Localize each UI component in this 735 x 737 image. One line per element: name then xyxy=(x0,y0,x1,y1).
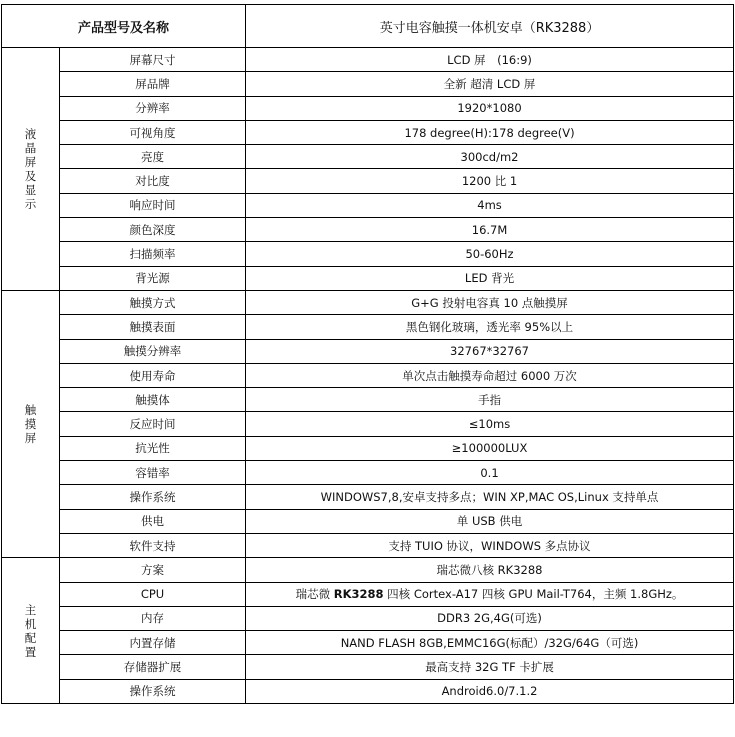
row-label: 触摸方式 xyxy=(60,290,246,314)
row-label: 触摸表面 xyxy=(60,315,246,339)
section-display xyxy=(2,48,60,291)
section-host xyxy=(2,558,60,704)
row-label: 操作系统 xyxy=(60,485,246,509)
spec-table xyxy=(1,4,734,704)
row-label: 可视角度 xyxy=(60,120,246,144)
row-label: 触摸体 xyxy=(60,388,246,412)
row-value: 50-60Hz xyxy=(246,242,734,266)
section-touch xyxy=(2,290,60,557)
row-value: DDR3 2G,4G(可选) xyxy=(246,606,734,630)
row-label: 扫描频率 xyxy=(60,242,246,266)
table-row xyxy=(2,48,734,72)
table-row xyxy=(2,363,734,387)
cpu-value-prefix: 瑞芯微 xyxy=(295,587,334,602)
row-value: LED 背光 xyxy=(246,266,734,290)
section-label: 液晶屏及显示 xyxy=(24,126,37,211)
row-label: CPU xyxy=(60,582,246,606)
row-label: 操作系统 xyxy=(60,679,246,703)
row-label: 对比度 xyxy=(60,169,246,193)
table-row xyxy=(2,412,734,436)
row-value: 瑞芯微八核 RK3288 xyxy=(246,558,734,582)
row-value: WINDOWS7,8,安卓支持多点；WIN XP,MAC OS,Linux 支持单点 xyxy=(246,485,734,509)
row-value: Android6.0/7.1.2 xyxy=(246,679,734,703)
row-label: 方案 xyxy=(60,558,246,582)
table-row xyxy=(2,339,734,363)
table-row xyxy=(2,606,734,630)
table-row xyxy=(2,169,734,193)
row-label: 触摸分辨率 xyxy=(60,339,246,363)
row-value: 单 USB 供电 xyxy=(246,509,734,533)
table-row xyxy=(2,72,734,96)
row-value: 1200 比 1 xyxy=(246,169,734,193)
table-row xyxy=(2,218,734,242)
row-label: 使用寿命 xyxy=(60,363,246,387)
row-value: 手指 xyxy=(246,388,734,412)
row-value: 1920*1080 xyxy=(246,96,734,120)
row-label: 反应时间 xyxy=(60,412,246,436)
table-row xyxy=(2,266,734,290)
table-row xyxy=(2,242,734,266)
table-row xyxy=(2,145,734,169)
table-row xyxy=(2,558,734,582)
row-label: 屏品牌 xyxy=(60,72,246,96)
table-header-row xyxy=(2,5,734,48)
row-value: 16.7M xyxy=(246,218,734,242)
row-value: LCD 屏 (16:9) xyxy=(246,48,734,72)
row-value: ≤10ms xyxy=(246,412,734,436)
row-value: 300cd/m2 xyxy=(246,145,734,169)
row-label: 屏幕尺寸 xyxy=(60,48,246,72)
cpu-chip-name: RK3288 xyxy=(333,587,384,602)
table-row xyxy=(2,96,734,120)
row-value: 单次点击触摸寿命超过 6000 万次 xyxy=(246,363,734,387)
cpu-value-suffix: 四核 Cortex-A17 四核 GPU Mail-T764，主频 1.8GHz。 xyxy=(383,587,684,602)
row-label: 亮度 xyxy=(60,145,246,169)
row-label: 软件支持 xyxy=(60,533,246,557)
row-label: 分辨率 xyxy=(60,96,246,120)
table-row xyxy=(2,509,734,533)
row-value-cpu xyxy=(246,582,734,606)
row-value: 全新 超清 LCD 屏 xyxy=(246,72,734,96)
table-row xyxy=(2,193,734,217)
table-row xyxy=(2,631,734,655)
table-row xyxy=(2,679,734,703)
section-label: 触摸屏 xyxy=(24,403,37,446)
table-row xyxy=(2,436,734,460)
row-label: 内存 xyxy=(60,606,246,630)
row-label: 颜色深度 xyxy=(60,218,246,242)
row-label: 容错率 xyxy=(60,461,246,485)
product-model-value: 英寸电容触摸一体机安卓（RK3288） xyxy=(246,5,734,48)
row-value: 32767*32767 xyxy=(246,339,734,363)
table-row xyxy=(2,655,734,679)
table-row xyxy=(2,582,734,606)
row-value: NAND FLASH 8GB,EMMC16G(标配）/32G/64G（可选) xyxy=(246,631,734,655)
row-value: ≥100000LUX xyxy=(246,436,734,460)
table-row xyxy=(2,290,734,314)
section-label: 主机配置 xyxy=(24,602,37,659)
row-label: 抗光性 xyxy=(60,436,246,460)
table-row xyxy=(2,120,734,144)
row-label: 内置存储 xyxy=(60,631,246,655)
table-row xyxy=(2,388,734,412)
table-row xyxy=(2,461,734,485)
table-row xyxy=(2,485,734,509)
row-value: 0.1 xyxy=(246,461,734,485)
row-label: 存储器扩展 xyxy=(60,655,246,679)
row-value: 支持 TUIO 协议，WINDOWS 多点协议 xyxy=(246,533,734,557)
row-value: 4ms xyxy=(246,193,734,217)
row-label: 供电 xyxy=(60,509,246,533)
row-value: 最高支持 32G TF 卡扩展 xyxy=(246,655,734,679)
row-label: 响应时间 xyxy=(60,193,246,217)
product-model-label: 产品型号及名称 xyxy=(2,5,246,48)
table-row xyxy=(2,315,734,339)
row-value: 178 degree(H):178 degree(V) xyxy=(246,120,734,144)
row-value: 黑色钢化玻璃，透光率 95%以上 xyxy=(246,315,734,339)
table-row xyxy=(2,533,734,557)
row-label: 背光源 xyxy=(60,266,246,290)
row-value: G+G 投射电容真 10 点触摸屏 xyxy=(246,290,734,314)
